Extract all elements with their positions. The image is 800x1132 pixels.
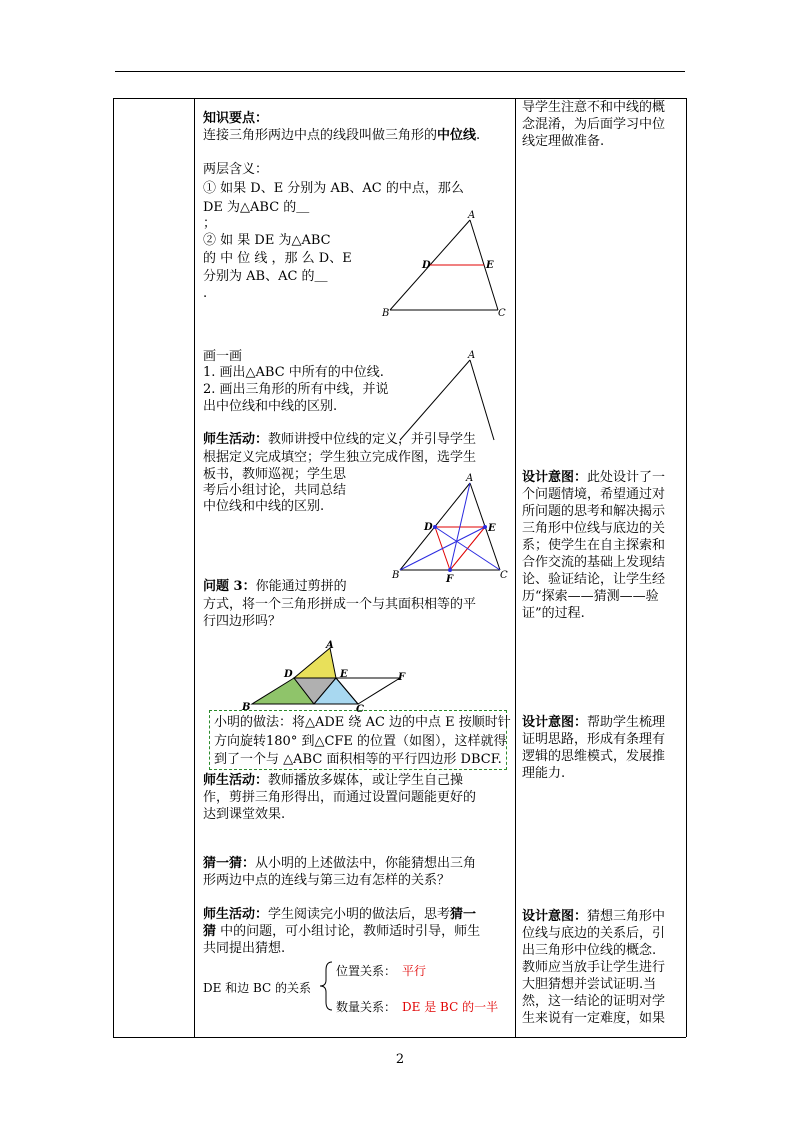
definition-line: 连接三角形两边中点的线段叫做三角形的中位线. [203,128,481,143]
xiaoming-line-3: 到了一个与 △ABC 面积相等的平行四边形 DBCF. [214,752,502,767]
activity1-line-3: 板书，教师巡视；学生思 [203,467,347,482]
figure-parallelogram [240,640,420,715]
label-c: C [498,308,506,319]
right-r3-line-2: 证明思路，形成有条理有 [522,732,666,747]
right-r4-line-4: 教师应当放手让学生进行 [522,960,666,975]
activity3-line-3: 共同提出猜想. [203,941,286,956]
right-r2-line-1: 设计意图：此处设计了一 [522,470,666,485]
activity1-line-4: 考后小组讨论，共同总结 [203,483,347,498]
point-e [483,525,487,529]
meaning-2-line-4: . [203,286,208,301]
label-a: A [468,350,476,361]
label-a: A [326,640,334,651]
activity2-line-1: 师生活动：教师播放多媒体，或让学生自己操 [203,773,464,788]
label-e: E [488,523,496,534]
meaning-1-line-1: ① 如果 D、E 分别为 AB、AC 的中点，那么 [203,181,464,196]
right-r4-line-5: 大胆猜想并尝试证明.当 [522,977,657,992]
header-rule [115,71,685,72]
activity3-line-1: 师生活动：学生阅读完小明的做法后，思考猜一 [203,907,477,922]
label-c: C [500,570,508,581]
activity1-line-2: 根据定义完成填空；学生独立完成作图，选学生 [203,450,477,465]
page-number: 2 [395,1052,405,1067]
activity2-line-2: 作，剪拼三角形得出，而通过设置问题能更好的 [203,790,477,805]
table-bottom-border [113,1037,686,1038]
label-f: F [398,672,406,683]
draw-title: 画一画 [203,349,243,364]
label-d: D [422,260,431,271]
activity1-line-1: 师生活动：教师讲授中位线的定义，并引导学生 [203,432,477,447]
figure-triangle-midline [380,210,510,325]
table-left-border [113,98,114,1037]
right-r1-line-2: 念混淆，为后面学习中位 [522,117,666,132]
activity3-line-2: 猜 中的问题，可小组讨论，教师适时引导，师生 [203,924,481,939]
meaning-2-line-2: 的 中 位 线 ，那 么 D、E [203,251,352,266]
quantity-relation: 数量关系： DE 是 BC 的一半 [336,1000,499,1014]
q3-line-1: 问题 3：你能通过剪拼的 [203,579,347,594]
right-r2-line-5: 系；使学生在自主探索和 [522,538,666,553]
right-r3-line-1: 设计意图：帮助学生梳理 [522,715,666,730]
label-a: A [466,473,474,484]
table-col-divider-1 [194,98,195,1037]
meaning-2-line-3: 分别为 AB、AC 的＿ [203,269,328,284]
label-c: C [356,704,364,715]
xiaoming-line-2: 方向旋转180° 到△CFE 的位置（如图），这样就得 [214,734,507,749]
table-right-border [686,98,687,1037]
right-r2-line-8: 历“探索——猜测——验 [522,589,659,604]
side-ab [400,360,470,440]
right-r1-line-3: 线定理做准备. [522,134,605,149]
two-meanings-title: 两层含义： [203,162,269,177]
label-b: B [382,308,390,319]
right-r2-line-7: 论、验证结论，让学生经 [522,572,666,587]
activity1-line-5: 中位线和中线的区别. [203,499,325,514]
guess-line-1: 猜一猜：从小明的上述做法中，你能猜想出三角 [203,856,477,871]
meaning-1-line-3: ； [203,216,217,231]
meaning-1-line-2: DE 为△ABC 的＿ [203,200,310,215]
point-f [448,568,452,572]
right-r4-line-2: 位线与底边的关系后，引 [522,926,666,941]
right-r3-line-4: 理能力. [522,766,566,781]
brace-icon [318,960,334,1012]
right-r4-line-7: 生来说有一定难度，如果 [522,1011,666,1026]
triangle-ade [294,648,336,678]
draw-item-3: 出中位线和中线的区别. [203,399,338,414]
q3-line-3: 行四边形吗？ [203,614,282,629]
label-d: D [424,522,433,533]
right-r4-line-1: 设计意图：猜想三角形中 [522,909,666,924]
right-r4-line-3: 出三角形中位线的概念. [522,943,657,958]
q3-line-2: 方式，将一个三角形拼成一个与其面积相等的平 [203,597,477,612]
activity2-line-3: 达到课堂效果. [203,807,286,822]
label-b: B [392,570,400,581]
right-r2-line-2: 个问题情境，希望通过对 [522,487,666,502]
right-r1-line-1: 导学生注意不和中线的概 [522,100,666,115]
draw-item-2: 2. 画出三角形的所有中线，并说 [203,382,389,397]
xiaoming-line-1: 小明的做法：将△ADE 绕 AC 边的中点 E 按顺时针 [214,715,511,730]
right-r2-line-4: 三角形中位线与底边的关 [522,521,666,536]
figure-medians [392,475,512,585]
median-be [400,527,485,570]
label-f: F [446,574,454,585]
right-r2-line-3: 所问题的思考和解决揭示 [522,504,666,519]
label-b: B [242,702,251,713]
label-e: E [340,669,348,680]
right-r4-line-6: 然，这一结论的证明对学 [522,994,666,1009]
side-ac [470,360,494,440]
right-r2-line-9: 证”的过程. [522,606,585,621]
label-a: A [468,210,476,221]
label-e: E [486,260,494,271]
meaning-2-line-1: ② 如 果 DE 为△ABC [203,233,331,248]
right-r3-line-3: 逻辑的思维模式，发展推 [522,749,666,764]
relation-left: DE 和边 BC 的关系 [203,981,312,995]
point-d [433,525,437,529]
guess-line-2: 形两边中点的连线与第三边有怎样的关系？ [203,873,451,888]
position-relation: 位置关系： 平行 [336,964,427,978]
table-col-divider-2 [515,98,516,1037]
knowledge-title: 知识要点： [203,111,269,126]
draw-item-1: 1. 画出△ABC 中所有的中位线. [203,365,384,380]
right-r2-line-6: 合作交流的基础上发现结 [522,555,666,570]
label-d: D [284,669,293,680]
